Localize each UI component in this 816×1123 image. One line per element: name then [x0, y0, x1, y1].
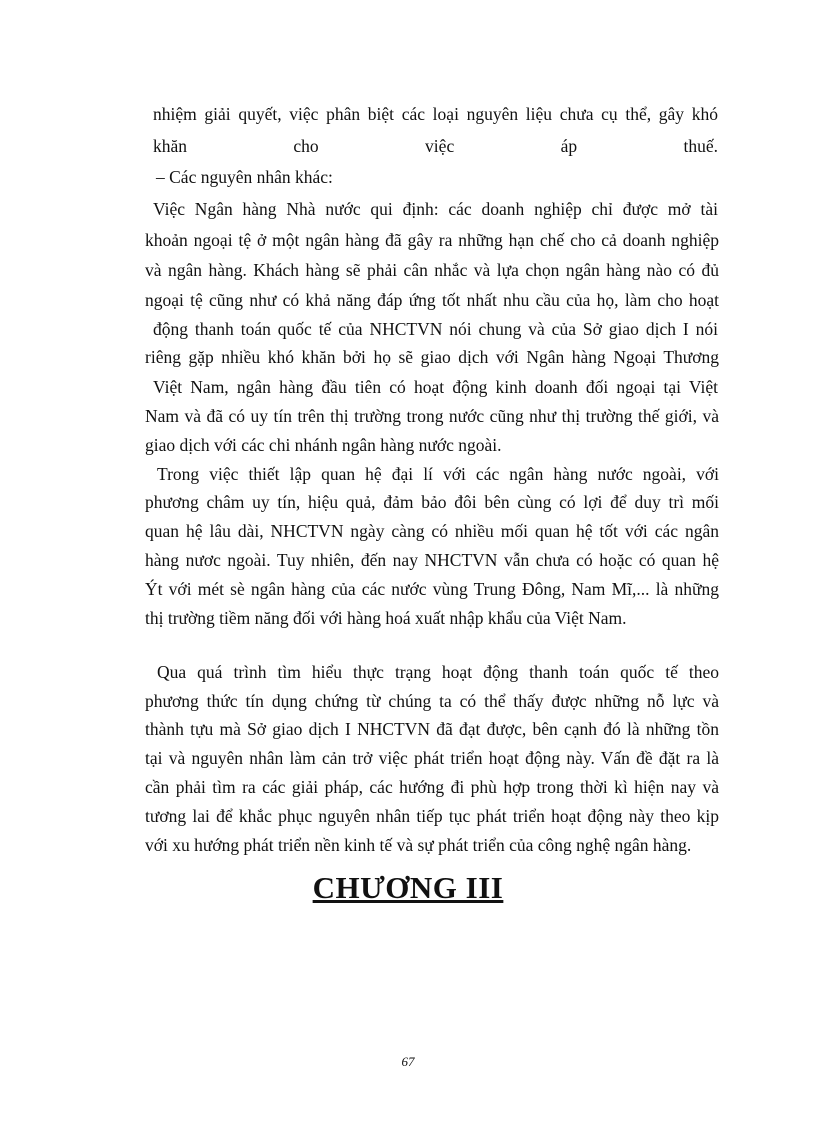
- text-line-24: tương lai để khắc phục nguyên nhân tiếp tục phát triển hoạt động này theo kịp: [145, 806, 719, 826]
- text-line-18: thị trường tiềm năng đối với hàng hoá xuất nhập khẩu của Việt Nam.: [145, 608, 627, 628]
- text-line-16: hàng nươc ngoài. Tuy nhiên, đến nay NHCTVN vẫn chưa có hoặc có quan hệ: [145, 550, 719, 570]
- text-line-22: tại và nguyên nhân làm cản trở việc phát triển hoạt động này. Vấn đề đặt ra là: [145, 748, 719, 768]
- text-line-15: quan hệ lâu dài, NHCTVN ngày càng có nhiều mối quan hệ tốt với các ngân: [145, 521, 719, 541]
- text-line-13: Trong việc thiết lập quan hệ đại lí với các ngân hàng nước ngoài, với: [157, 464, 719, 484]
- text-line-7: ngoại tệ cũng như có khả năng đáp ứng tốt nhất nhu cầu của họ, làm cho hoạt: [145, 290, 719, 310]
- text-line-25: với xu hướng phát triển nền kinh tế và sự phát triển của công nghệ ngân hàng.: [145, 835, 692, 855]
- text-line-5: khoản ngoại tệ ở một ngân hàng đã gây ra những hạn chế cho cả doanh nghiệp: [145, 230, 719, 250]
- text-line-10: Việt Nam, ngân hàng đầu tiên có hoạt động kinh doanh đối ngoại tại Việt: [153, 377, 718, 397]
- text-line-2: khăn cho việc áp thuế.: [153, 136, 718, 156]
- text-line-21: thành tựu mà Sở giao dịch I NHCTVN đã đạt được, bên cạnh đó là những tồn: [145, 719, 719, 739]
- text-line-23: cần phải tìm ra các giải pháp, các hướng đi phù hợp trong thời kì hiện nay và: [145, 777, 719, 797]
- text-line-12: giao dịch với các chi nhánh ngân hàng nước ngoài.: [145, 435, 502, 455]
- page-number: 67: [401, 1054, 415, 1069]
- text-line-14: phương châm uy tín, hiệu quả, đảm bảo đôi bên cùng có lợi để duy trì mối: [145, 492, 719, 512]
- text-line-1: nhiệm giải quyết, việc phân biệt các loại nguyên liệu chưa cụ thể, gây khó: [153, 104, 718, 124]
- chapter-heading: CHƯƠNG III: [312, 870, 504, 905]
- text-line-6: và ngân hàng. Khách hàng sẽ phải cân nhắc và lựa chọn ngân hàng nào có đủ: [145, 260, 719, 280]
- text-line-9: riêng gặp nhiều khó khăn bởi họ sẽ giao dịch với Ngân hàng Ngoại Thương: [145, 347, 719, 367]
- text-line-17: Ýt với mét sè ngân hàng của các nước vùng Trung Đông, Nam Mĩ,... là những: [145, 579, 719, 599]
- text-line-4: Việc Ngân hàng Nhà nước qui định: các doanh nghiệp chỉ được mở tài: [153, 199, 718, 219]
- text-line-3: – Các nguyên nhân khác:: [156, 167, 333, 187]
- text-line-19: Qua quá trình tìm hiểu thực trạng hoạt động thanh toán quốc tế theo: [157, 662, 719, 682]
- text-line-8: động thanh toán quốc tế của NHCTVN nói chung và của Sở giao dịch I nói: [153, 319, 718, 339]
- text-line-20: phương thức tín dụng chứng từ chúng ta có thể thấy được những nỗ lực và: [145, 691, 719, 711]
- text-line-11: Nam và đã có uy tín trên thị trường trong nước cũng như thị trường thế giới, và: [145, 406, 719, 426]
